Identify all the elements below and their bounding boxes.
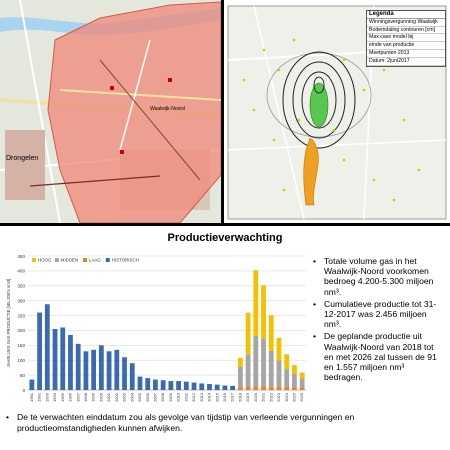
- bar-historisch: [76, 344, 81, 390]
- x-tick-label: 2010: [175, 393, 181, 402]
- bar-midden: [277, 360, 282, 387]
- bar-historisch: [91, 350, 96, 390]
- bar-historisch: [53, 329, 58, 390]
- x-tick-label: 2017: [229, 393, 235, 402]
- bar-midden: [246, 354, 251, 387]
- legend-swatch: [32, 258, 36, 262]
- x-tick-label: 1993: [44, 393, 50, 402]
- x-tick-label: 2021: [260, 393, 266, 402]
- bar-historisch: [114, 350, 119, 390]
- map-legend: [366, 10, 446, 67]
- bar-historisch: [199, 383, 204, 390]
- y-tick-label: 0: [22, 387, 25, 393]
- y-tick-label: 300: [17, 298, 25, 304]
- bar-laag: [300, 387, 305, 390]
- bar-historisch: [145, 378, 150, 390]
- x-tick-label: 2007: [152, 393, 158, 402]
- bar-historisch: [207, 384, 212, 390]
- x-tick-label: 1992: [36, 393, 42, 402]
- bar-hoog: [292, 365, 297, 374]
- bar-historisch: [153, 380, 158, 390]
- right-map-panel: [224, 0, 450, 223]
- bar-historisch: [45, 304, 50, 390]
- slide-title: Productieverwachting: [167, 232, 283, 244]
- x-tick-label: 1997: [75, 393, 81, 402]
- x-tick-label: 2024: [283, 393, 289, 402]
- x-tick-label: 2003: [121, 393, 127, 402]
- legend-swatch: [55, 258, 59, 262]
- x-tick-label: 1996: [67, 393, 73, 402]
- y-tick-label: 150: [17, 343, 25, 349]
- bar-midden: [284, 369, 289, 387]
- x-tick-label: 1991: [28, 393, 34, 402]
- legend-label: MIDDEN: [60, 257, 79, 263]
- x-tick-label: 2018: [237, 393, 243, 402]
- x-tick-label: 2013: [198, 393, 204, 402]
- bar-laag: [269, 387, 274, 390]
- production-chart: [2, 250, 312, 410]
- y-tick-label: 250: [17, 313, 25, 319]
- x-tick-label: 1994: [52, 393, 58, 402]
- x-tick-label: 2004: [129, 393, 135, 402]
- bar-laag: [246, 387, 251, 390]
- bar-laag: [261, 386, 266, 390]
- x-tick-label: 2023: [276, 393, 282, 402]
- bar-midden: [253, 336, 258, 387]
- bar-midden: [238, 367, 243, 388]
- bullet-list: [313, 256, 445, 384]
- bar-historisch: [29, 380, 34, 390]
- x-tick-label: 2005: [137, 393, 143, 402]
- y-tick-label: 200: [17, 328, 25, 334]
- x-tick-label: 2014: [206, 393, 212, 402]
- bar-laag: [253, 386, 258, 390]
- concession-area: [48, 2, 221, 223]
- bar-hoog: [284, 354, 289, 369]
- bar-historisch: [223, 386, 228, 390]
- y-tick-label: 350: [17, 283, 25, 289]
- legend-label: HISTORISCH: [111, 257, 139, 263]
- bar-historisch: [99, 345, 104, 390]
- left-map: [0, 0, 221, 223]
- bar-historisch: [37, 313, 42, 390]
- gas-field-green: [310, 83, 328, 127]
- x-tick-label: 2012: [191, 393, 197, 402]
- bar-midden: [300, 378, 305, 387]
- bar-historisch: [176, 381, 181, 390]
- x-tick-label: 2015: [214, 393, 220, 402]
- bar-hoog: [238, 358, 243, 367]
- bar-historisch: [130, 363, 135, 390]
- bullet-item: • Cumulatieve productie tot 31-12-2017 was 2.456 miljoen nm³.: [313, 299, 445, 330]
- bar-hoog: [246, 313, 251, 355]
- legend-label: HOOG: [38, 257, 52, 263]
- bar-hoog: [269, 315, 274, 351]
- bar-laag: [277, 387, 282, 390]
- x-tick-label: 2016: [221, 393, 227, 402]
- legend-title: Legenda: [367, 11, 445, 19]
- bar-historisch: [84, 351, 89, 390]
- bar-historisch: [60, 327, 65, 390]
- bar-hoog: [253, 270, 258, 336]
- x-tick-label: 2008: [160, 393, 166, 402]
- y-tick-label: 50: [19, 372, 25, 378]
- legend-row: einde van productie: [367, 42, 445, 50]
- place-label-drongelen: Drongelen: [6, 155, 39, 162]
- place-label-field: Waalwijk-Noord: [150, 106, 185, 112]
- x-tick-label: 2000: [98, 393, 104, 402]
- y-tick-label: 100: [17, 358, 25, 364]
- y-axis-label: JAARLIJKS GAS PRODUCTIE [MILJOEN nm3]: [6, 278, 11, 368]
- footnote: • De te verwachten einddatum zou als gevolge van tijdstip van verleende vergunningen en productieomstandigheden kunnen afwijken.: [6, 412, 437, 433]
- legend-row: Datum: 2juni2017: [367, 58, 445, 66]
- bar-historisch: [161, 380, 166, 390]
- slide-panel: [0, 226, 450, 450]
- bar-midden: [261, 339, 266, 387]
- bar-historisch: [215, 385, 220, 390]
- bar-laag: [238, 388, 243, 390]
- bar-laag: [292, 387, 297, 390]
- bar-historisch: [168, 381, 173, 390]
- y-tick-label: 400: [17, 268, 25, 274]
- legend-row: Bodemdaling contouren [cm]: [367, 27, 445, 35]
- bar-historisch: [138, 377, 143, 390]
- x-tick-label: 2011: [183, 393, 189, 402]
- x-tick-label: 1999: [90, 393, 96, 402]
- legend-row: Meetpunten 2013: [367, 50, 445, 58]
- x-tick-label: 2009: [167, 393, 173, 402]
- x-tick-label: 2002: [113, 393, 119, 402]
- bar-historisch: [122, 357, 127, 390]
- bar-hoog: [261, 285, 266, 339]
- legend-row: Winningsvergunning Waalwijk: [367, 19, 445, 27]
- left-map-panel: [0, 0, 221, 223]
- bar-midden: [269, 351, 274, 387]
- bullet-item: • De geplande productie uit Waalwijk-Noord van 2018 tot en met 2026 zal tussen de 91 en 1.557 miljoen nm³ bedragen.: [313, 331, 445, 382]
- y-tick-label: 450: [17, 253, 25, 259]
- legend-label: LAAG: [89, 257, 101, 263]
- x-tick-label: 2019: [245, 393, 251, 402]
- x-tick-label: 2022: [268, 393, 274, 402]
- legend-swatch: [83, 258, 87, 262]
- bar-historisch: [184, 382, 189, 390]
- bar-laag: [284, 387, 289, 390]
- bar-historisch: [192, 383, 197, 390]
- legend-row: Max case model bij: [367, 34, 445, 42]
- legend-swatch: [106, 258, 110, 262]
- x-tick-label: 1995: [59, 393, 65, 402]
- bullet-item: • Totale volume gas in het Waalwijk-Noord voorkomen bedroeg 4.200-5.300 miljoen nm³.: [313, 256, 445, 297]
- x-tick-label: 2020: [252, 393, 258, 402]
- x-tick-label: 2006: [144, 393, 150, 402]
- bar-historisch: [107, 351, 112, 390]
- x-tick-label: 2025: [291, 393, 297, 402]
- bar-hoog: [277, 338, 282, 360]
- x-tick-label: 1998: [82, 393, 88, 402]
- x-tick-label: 2001: [106, 393, 112, 402]
- bar-midden: [292, 374, 297, 387]
- bar-historisch: [68, 335, 73, 390]
- x-tick-label: 2026: [299, 393, 305, 402]
- bar-hoog: [300, 372, 305, 378]
- bar-historisch: [230, 386, 235, 390]
